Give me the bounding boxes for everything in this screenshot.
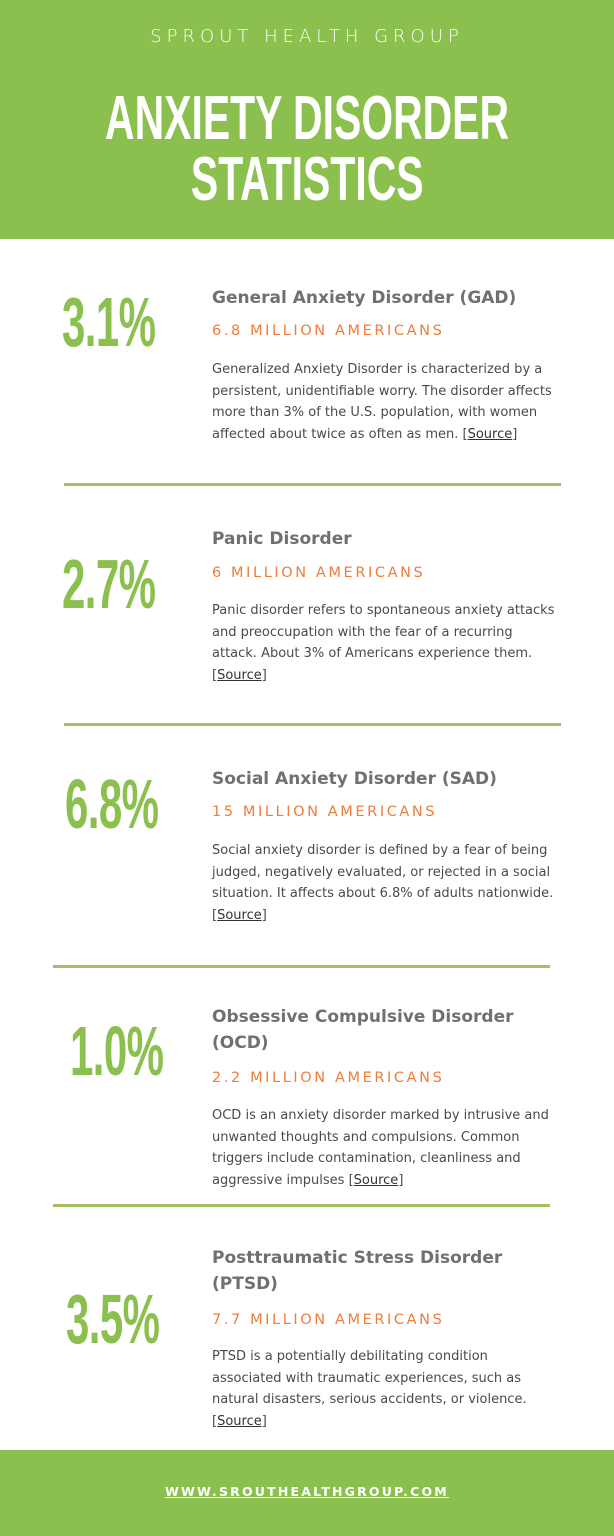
- stat-count: 15 MILLION AMERICANS: [212, 804, 438, 820]
- stat-description: PTSD is a potentially debilitating condition associated with traumatic experiences, such as natural disasters, serious accidents, or violence. [Source]: [212, 1349, 527, 1429]
- stat-description: OCD is an anxiety disorder marked by intrusive and unwanted thoughts and compulsions. Common triggers include contamination, cleanliness and aggressive impulses [Source]: [212, 1108, 549, 1188]
- stat-percent: 3.1%: [62, 283, 156, 361]
- header-banner: [0, 0, 614, 239]
- stat-heading: General Anxiety Disorder (GAD): [212, 288, 517, 308]
- description-text: Generalized Anxiety Disorder is characterized by a persistent, unidentifiable worry. The disorder affects more than 3% of the U.S. population, with women affected about twice as often as men.: [212, 362, 552, 442]
- stat-heading: Social Anxiety Disorder (SAD): [212, 769, 497, 789]
- stat-count: 6.8 MILLION AMERICANS: [212, 323, 445, 339]
- source-link[interactable]: Source: [217, 1413, 262, 1429]
- stat-count: 7.7 MILLION AMERICANS: [212, 1312, 445, 1328]
- section-divider: [64, 483, 561, 486]
- stat-percent: 6.8%: [65, 765, 159, 843]
- description-text: Panic disorder refers to spontaneous anxiety attacks and preoccupation with the fear of a recurring attack. About 3% of Americans experience them.: [212, 603, 555, 662]
- stat-heading: Obsessive Compulsive Disorder (OCD): [212, 1007, 514, 1053]
- description-text: PTSD is a potentially debilitating condition associated with traumatic experiences, such as natural disasters, serious accidents, or violence.: [212, 1349, 527, 1408]
- stat-heading: Posttraumatic Stress Disorder (PTSD): [212, 1248, 503, 1294]
- stat-count: 2.2 MILLION AMERICANS: [212, 1070, 445, 1086]
- section-divider: [53, 1204, 550, 1207]
- source-link[interactable]: Source: [467, 426, 513, 442]
- stat-description: Generalized Anxiety Disorder is characterized by a persistent, unidentifiable worry. The disorder affects more than 3% of the U.S. population, with women affected about twice as often as men. [Source]: [212, 362, 552, 442]
- source-link[interactable]: Source: [217, 667, 262, 683]
- stat-percent: 1.0%: [70, 1012, 164, 1090]
- description-text: OCD is an anxiety disorder marked by intrusive and unwanted thoughts and compulsions. Common triggers include contamination, cleanliness and aggressive impulses: [212, 1108, 549, 1188]
- stat-percent: 3.5%: [66, 1280, 160, 1358]
- stat-percent: 2.7%: [62, 545, 156, 623]
- stat-heading: Panic Disorder: [212, 529, 352, 549]
- website-link[interactable]: WWW.SROUTHEALTHGROUP.COM: [165, 1484, 449, 1499]
- section-divider: [64, 723, 561, 726]
- source-link[interactable]: Source: [217, 907, 262, 923]
- description-text: Social anxiety disorder is defined by a fear of being judged, negatively evaluated, or rejected in a social situation. It affects about 6.8% of adults nationwide.: [212, 843, 554, 902]
- stat-description: Social anxiety disorder is defined by a fear of being judged, negatively evaluated, or rejected in a social situation. It affects about 6.8% of adults nationwide. [Source]: [212, 843, 554, 923]
- section-divider: [53, 965, 550, 968]
- footer-banner: [0, 1450, 614, 1536]
- page-title-line-1: ANXIETY DISORDER: [105, 84, 509, 153]
- source-link[interactable]: Source: [353, 1172, 399, 1188]
- stat-description: Panic disorder refers to spontaneous anxiety attacks and preoccupation with the fear of a recurring attack. About 3% of Americans experience them. [Source]: [212, 603, 555, 683]
- page-title-line-2: STATISTICS: [190, 145, 424, 214]
- brand-name: SPROUT HEALTH GROUP: [150, 26, 464, 47]
- stat-count: 6 MILLION AMERICANS: [212, 565, 426, 581]
